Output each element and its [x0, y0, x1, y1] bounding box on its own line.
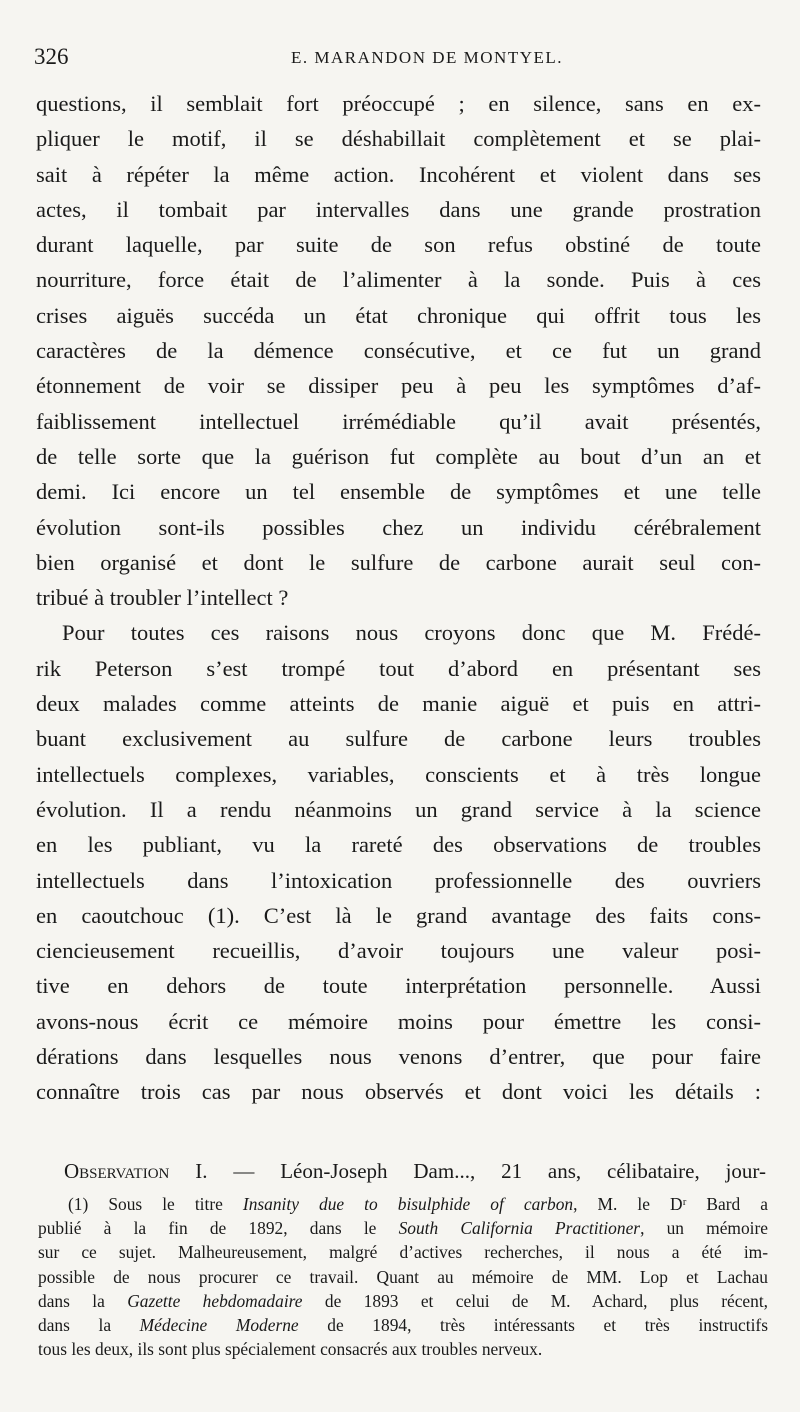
footnote-text: (1) Sous le titre [68, 1194, 243, 1214]
text-line: intellectuels dans l’intoxication professionnelle des ouvriers [36, 867, 761, 893]
footnote-line [38, 1313, 768, 1337]
footnote-line [38, 1289, 768, 1313]
footnote-title: Gazette hebdomadaire [127, 1290, 303, 1311]
footnote-line: possible de nous procurer ce travail. Quant au mémoire de MM. Lop et Lachau [38, 1266, 768, 1287]
footnote-title: Médecine Moderne [139, 1315, 299, 1336]
footnote-title: Insanity due to bisulphide of carbon [242, 1194, 574, 1214]
text-line: deux malades comme atteints de manie aiguë et puis en attri- [36, 691, 761, 717]
footnote-text: dans la [38, 1290, 128, 1311]
page-header [34, 44, 760, 74]
text-line: évolution sont-ils possibles chez un individu cérébralement [36, 514, 761, 540]
text-line: bien organisé et dont le sulfure de carbone aurait seul con- [36, 549, 761, 575]
text-line: crises aiguës succéda un état chronique qui offrit tous les [36, 302, 761, 328]
text-line: faiblissement intellectuel irrémédiable qu’il avait présentés, [36, 408, 761, 434]
observation-heading [36, 1156, 766, 1186]
text-line: tribué à troubler l’intellect ? [36, 585, 289, 611]
observation-line [36, 1156, 766, 1186]
footnote-line [38, 1216, 768, 1240]
footnote [38, 1192, 768, 1361]
text-line: en caoutchouc (1). C’est là le grand avantage des faits cons- [36, 902, 761, 928]
text-line: actes, il tombait par intervalles dans une grande prostration [36, 196, 761, 222]
text-line: pliquer le motif, il se déshabillait complètement et se plai- [36, 126, 761, 152]
text-line: étonnement de voir se dissiper peu à peu les symptômes d’af- [36, 373, 761, 399]
text-line: questions, il semblait fort préoccupé ; en silence, sans en ex- [36, 91, 761, 116]
text-line: avons-nous écrit ce mémoire moins pour émettre les consi- [36, 1008, 761, 1034]
footnote-title: South California Practitioner [398, 1218, 641, 1239]
footnote-text: de 1893 et celui de M. Achard, plus récent, [302, 1290, 769, 1311]
text-line: évolution. Il a rendu néanmoins un grand service à la science [36, 796, 761, 822]
text-line: Pour toutes ces raisons nous croyons donc que M. Frédé- [62, 620, 761, 646]
footnote-line: tous les deux, ils sont plus spécialement consacrés aux troubles nerveux. [38, 1339, 543, 1360]
running-title: E. MARANDON DE MONTYEL. [290, 48, 563, 67]
text-line: rik Peterson s’est trompé tout d’abord en présentant ses [36, 655, 761, 681]
text-line: intellectuels complexes, variables, conscients et à très longue [36, 761, 761, 787]
text-line: dérations dans lesquelles nous venons d’entrer, que pour faire [36, 1044, 761, 1070]
observation-text: — Léon-Joseph Dam..., 21 ans, célibataire, jour- [207, 1159, 766, 1183]
footnote-line: sur ce sujet. Malheureusement, malgré d’actives recherches, il nous a été im- [38, 1242, 768, 1263]
text-line: durant laquelle, par suite de son refus obstiné de toute [36, 232, 761, 258]
text-line: nourriture, force était de l’alimenter à la sonde. Puis à ces [36, 267, 761, 293]
text-line: buant exclusivement au sulfure de carbone leurs troubles [36, 726, 761, 752]
footnote-text: , M. le Dʳ Bard a [573, 1194, 768, 1214]
text-line: en les publiant, vu la rareté des observations de troubles [36, 832, 761, 858]
observation-label: Observation I. [64, 1159, 208, 1183]
text-line: ciencieusement recueillis, d’avoir toujours une valeur posi- [36, 938, 761, 964]
text-line: tive en dehors de toute interprétation personnelle. Aussi [36, 973, 761, 999]
text-line: sait à répéter la même action. Incohérent et violent dans ses [36, 161, 761, 187]
text-line: connaître trois cas par nous observés et dont voici les détails : [36, 1079, 761, 1105]
page-number: 326 [34, 44, 69, 69]
footnote-text: publié à la fin de 1892, dans le [38, 1218, 399, 1239]
text-line: de telle sorte que la guérison fut complète au bout d’un an et [36, 443, 761, 469]
footnote-text: dans la [38, 1315, 140, 1336]
body-text [36, 86, 761, 1110]
footnote-line [38, 1192, 768, 1216]
footnote-text: , un mémoire [640, 1218, 768, 1239]
footnote-text: de 1894, très intéressants et très instructifs [298, 1315, 768, 1336]
text-line: demi. Ici encore un tel ensemble de symptômes et une telle [36, 479, 761, 505]
text-line: caractères de la démence consécutive, et ce fut un grand [36, 338, 761, 364]
